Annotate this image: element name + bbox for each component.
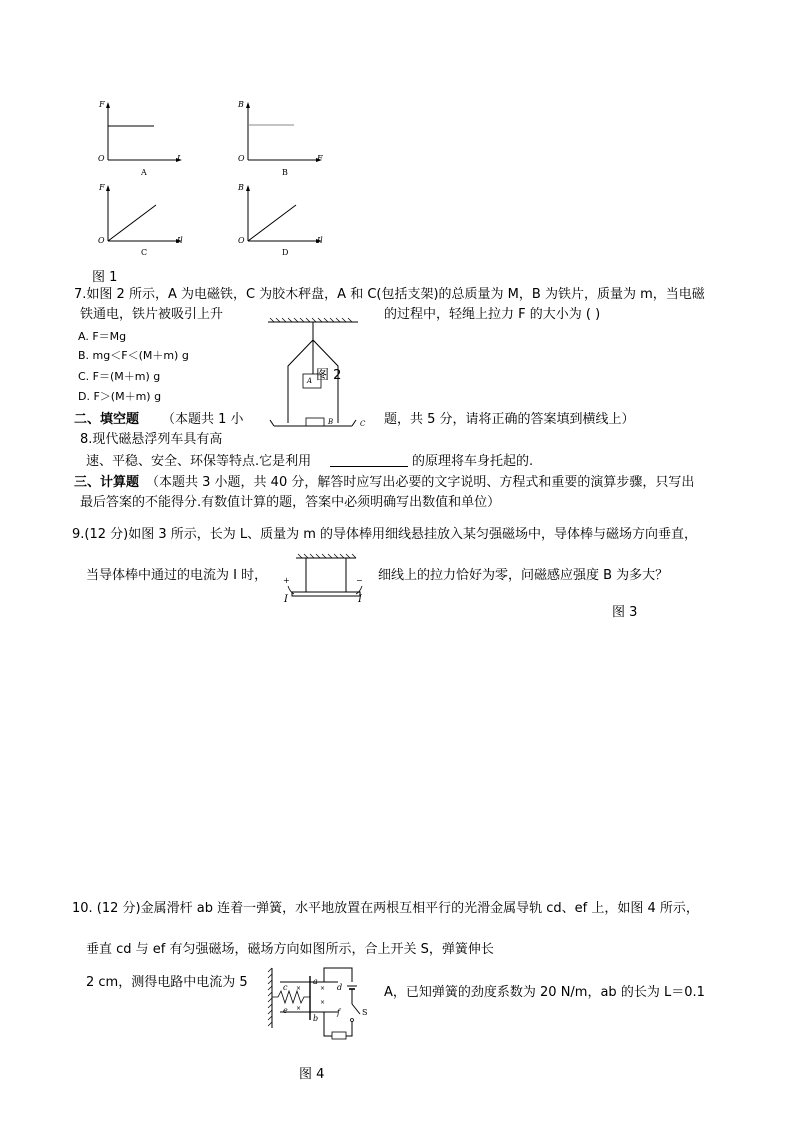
graph-a-label: A — [141, 168, 147, 177]
figure-4-caption: 图 4 — [299, 1067, 325, 1082]
graph-c-x-label: Il — [177, 236, 183, 245]
fig3-plus: + — [283, 576, 290, 585]
section2-title: 二、填空题 — [74, 412, 140, 427]
q8-line2a: 速、平稳、安全、环保等特点.它是利用 — [86, 454, 312, 469]
fig4-label-e: e — [283, 1006, 288, 1015]
graph-c-origin: O — [98, 236, 105, 245]
graph-a-x-label: I — [177, 154, 181, 163]
graph-d-label: D — [282, 248, 289, 257]
q8-line1: 8.现代磁悬浮列车具有高 — [80, 432, 223, 447]
fig4-label-s: S — [362, 1008, 368, 1017]
fig4-label-c: c — [283, 983, 288, 992]
fig2-label-b: B — [328, 418, 334, 426]
graph-b-label: B — [282, 168, 288, 177]
svg-text:×: × — [320, 985, 326, 992]
q7-option-d: D. F＞(M＋m) g — [78, 390, 162, 403]
fig3-current-right: I — [358, 594, 362, 605]
q9-line2b: 细线上的拉力恰好为零，问磁感应强度 B 为多大？ — [378, 568, 669, 583]
q10-line3b: A，已知弹簧的劲度系数为 20 N/m，ab 的长为 L＝0.1 — [384, 985, 705, 1000]
section3-title: 三、计算题 — [74, 475, 140, 490]
fig4-label-f: f — [337, 1008, 340, 1017]
q10-line2: 垂直 cd 与 ef 有匀强磁场，磁场方向如图所示，合上开关 S，弹簧伸长 — [86, 942, 494, 957]
svg-text:×: × — [320, 999, 326, 1006]
q7-option-c: C. F＝(M＋m) g — [78, 370, 161, 383]
section2-title-b: （本题共 1 小 — [162, 412, 244, 427]
q9-line1: 9.(12 分)如图 3 所示，长为 L、质量为 m 的导体棒用细线悬挂放入某匀强磁场中，导体棒与磁场方向垂直， — [72, 527, 698, 542]
section3-line1: （本题共 3 小题，共 40 分，解答时应写出必要的文字说明、方程式和重要的演算步骤，只写出 — [146, 475, 695, 490]
q7-option-b: B. mg＜F＜(M＋m) g — [78, 349, 189, 362]
graph-d-x-label: Il — [317, 236, 323, 245]
graph-c-label: C — [141, 248, 148, 257]
q10-line1: 10. (12 分)金属滑杆 ab 连着一弹簧，水平地放置在两根互相平行的光滑金属导轨 cd、ef 上，如图 4 所示， — [72, 901, 699, 916]
q8-line2b: 的原理将车身托起的. — [412, 454, 534, 469]
q10-line3a: 2 cm，测得电路中电流为 5 — [86, 975, 248, 990]
graph-d-origin: O — [238, 236, 245, 245]
section2-title-c: 题，共 5 分，请将正确的答案填到横线上） — [384, 412, 635, 427]
fig3-minus: − — [356, 576, 363, 585]
q7-option-a: A. F＝Mg — [78, 330, 127, 343]
graph-c-y-label: F — [99, 183, 105, 192]
q7-line1: 7.如图 2 所示，A 为电磁铁，C 为胶木秤盘，A 和 C(包括支架)的总质量为 M，B 为铁片，质量为 m，当电磁 — [74, 287, 705, 302]
graph-a-y-label: F — [99, 100, 105, 109]
svg-text:×: × — [296, 1005, 302, 1012]
section3-line2: 最后答案的不能得分.有数值计算的题，答案中必须明确写出数值和单位） — [80, 495, 501, 510]
q8-answer-blank[interactable] — [330, 454, 408, 467]
graph-a-origin: O — [98, 154, 105, 163]
q9-line2a: 当导体棒中通过的电流为 I 时， — [86, 568, 268, 583]
figure-1-caption: 图 1 — [92, 270, 118, 285]
graph-b-origin: O — [238, 154, 245, 163]
fig4-label-a: a — [313, 977, 318, 986]
fig2-label-c: C — [360, 420, 366, 428]
q7-line2a: 铁通电，铁片被吸引上升 — [80, 307, 224, 322]
figure-2-caption: 图 2 — [316, 368, 342, 383]
graph-b-x-label: F — [317, 154, 323, 163]
figure-3-caption: 图 3 — [612, 605, 638, 620]
fig4-label-d: d — [337, 983, 343, 992]
svg-text:×: × — [296, 985, 302, 992]
q7-line2b: 的过程中，轻绳上拉力 F 的大小为 ( ) — [384, 307, 601, 322]
figure-4-diagram — [266, 962, 376, 1044]
graph-d-y-label: B — [238, 183, 244, 192]
fig2-label-a: A — [307, 377, 313, 385]
fig3-current-left: I — [284, 594, 288, 605]
fig4-label-b: b — [313, 1014, 319, 1023]
graph-b-y-label: B — [238, 100, 244, 109]
